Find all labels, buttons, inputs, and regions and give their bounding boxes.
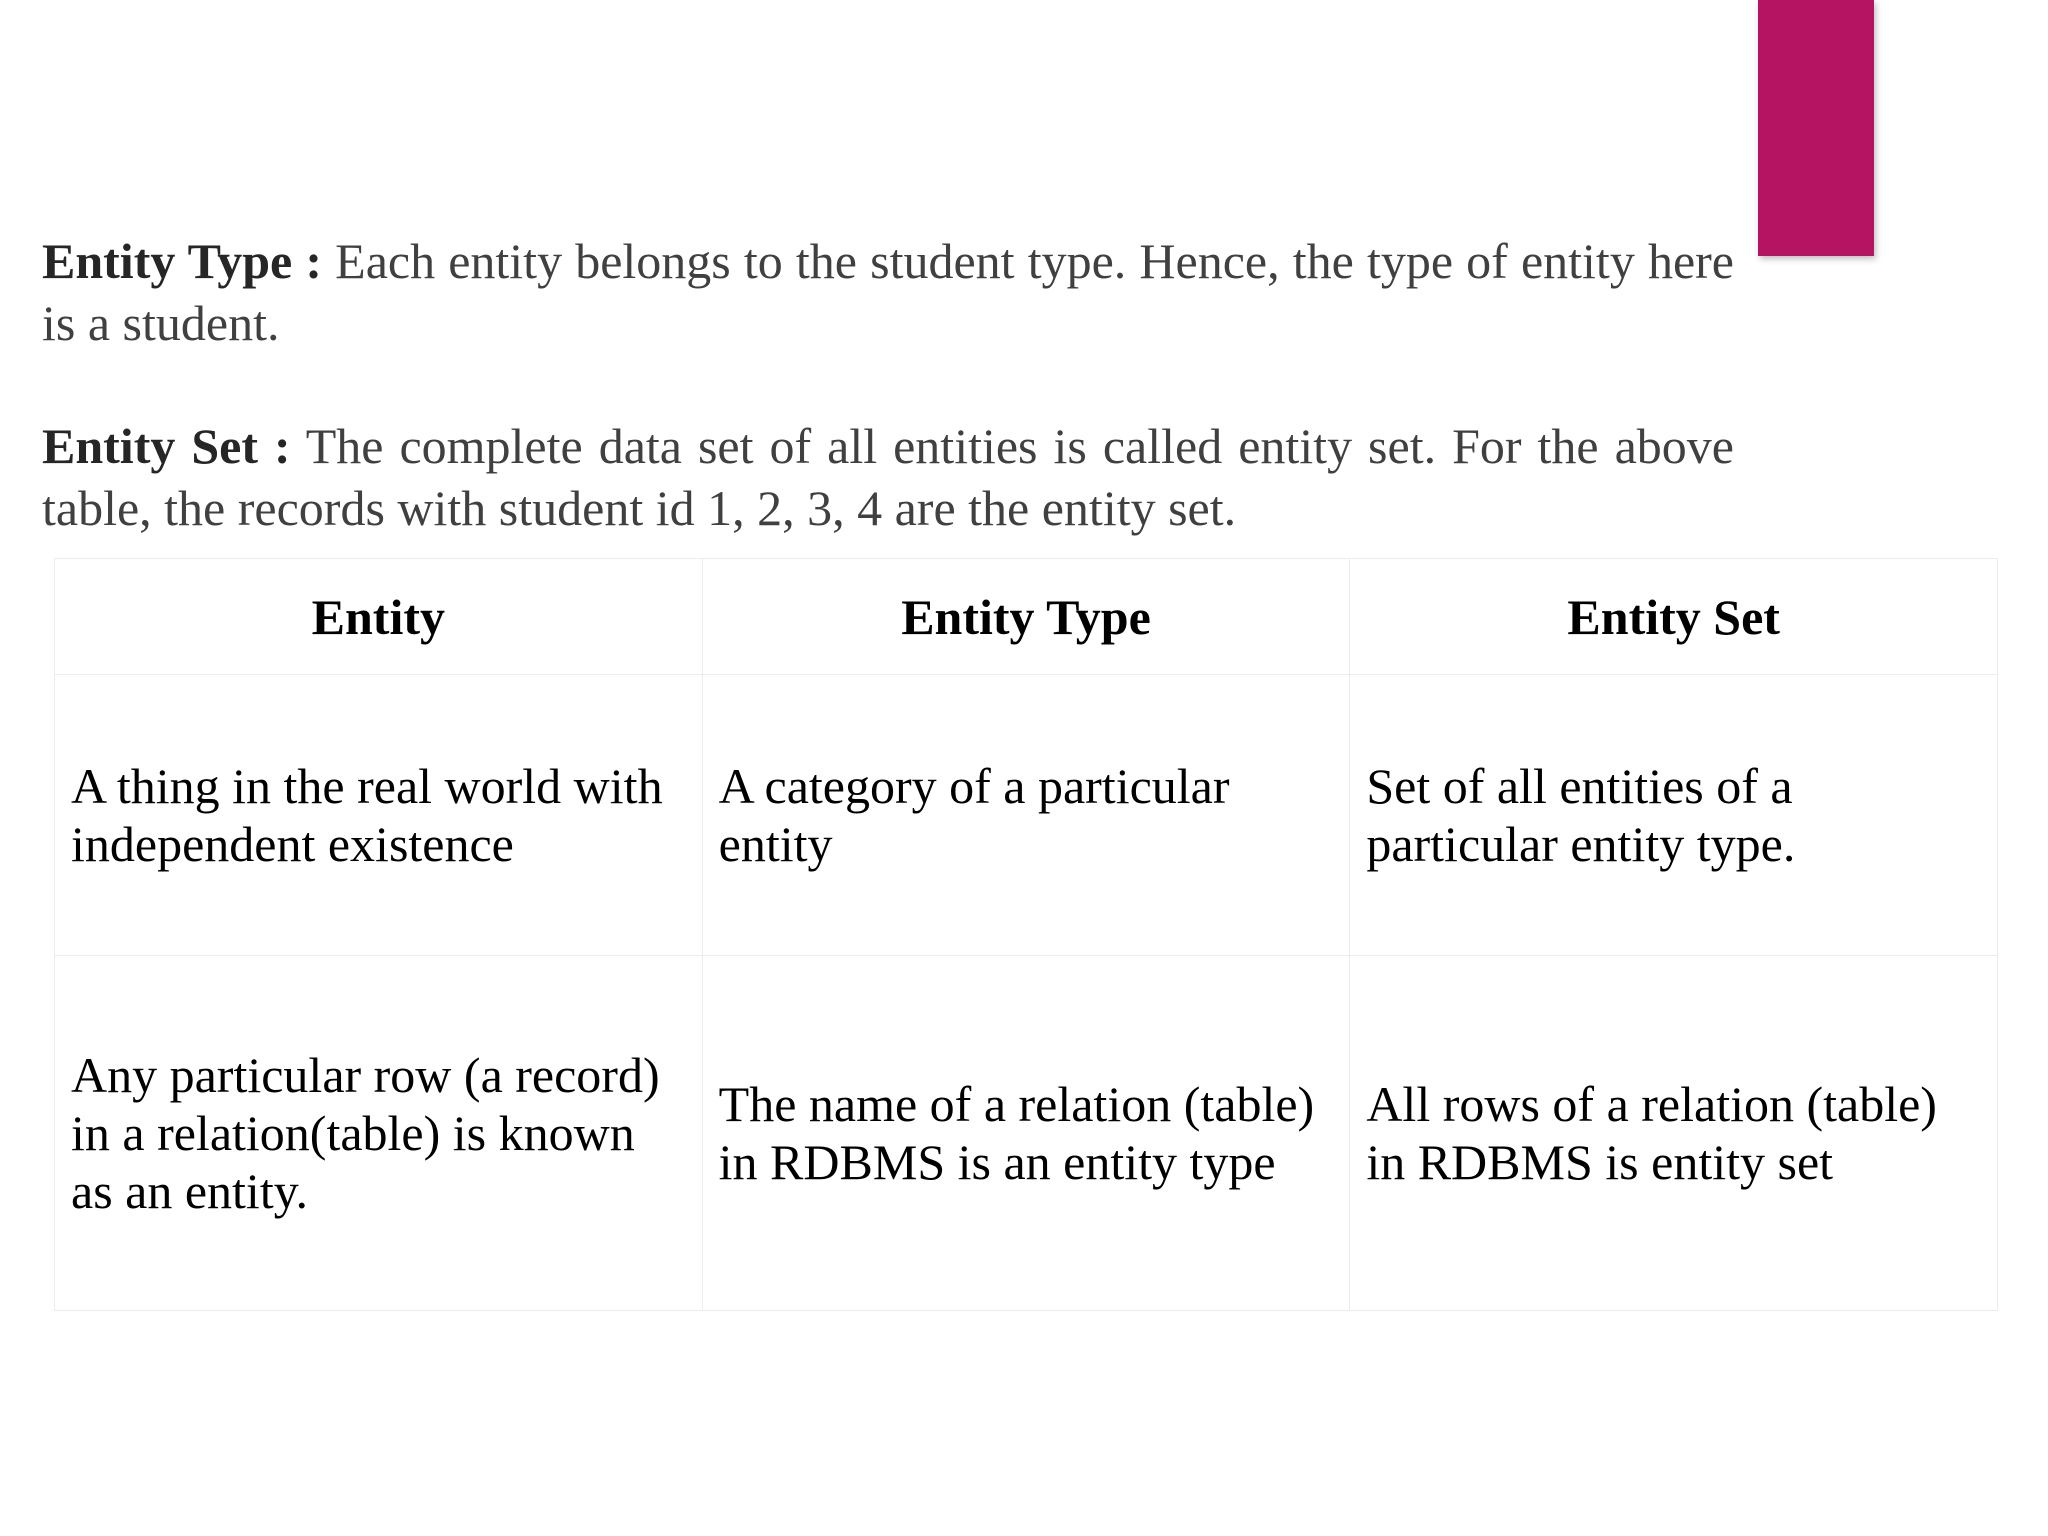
table-row [55, 956, 1998, 1311]
comparison-table [54, 558, 1998, 1311]
header-entity-type: Entity Type [702, 559, 1350, 675]
header-entity: Entity [55, 559, 703, 675]
entity-set-description: The complete data set of all entities is called entity set. For the above table, the records with student id 1, 2, 3, 4 are the entity set. [42, 418, 1734, 536]
entity-set-term: Entity Set : [42, 418, 291, 474]
entity-type-paragraph [42, 230, 1734, 354]
table-row [55, 675, 1998, 956]
table-cell: Set of all entities of a particular entity type. [1350, 675, 1998, 956]
entity-type-term: Entity Type : [42, 233, 323, 289]
table-cell: A thing in the real world with independent existence [55, 675, 703, 956]
table-header-row [55, 559, 1998, 675]
table-cell: Any particular row (a record) in a relation(table) is known as an entity. [55, 956, 703, 1311]
accent-bar [1758, 0, 1874, 256]
header-entity-set: Entity Set [1350, 559, 1998, 675]
entity-type-description: Each entity belongs to the student type. Hence, the type of entity here is a student. [42, 233, 1734, 351]
table-cell: A category of a particular entity [702, 675, 1350, 956]
entity-set-paragraph [42, 415, 1734, 539]
table-cell: All rows of a relation (table) in RDBMS is entity set [1350, 956, 1998, 1311]
table-cell: The name of a relation (table) in RDBMS is an entity type [702, 956, 1350, 1311]
